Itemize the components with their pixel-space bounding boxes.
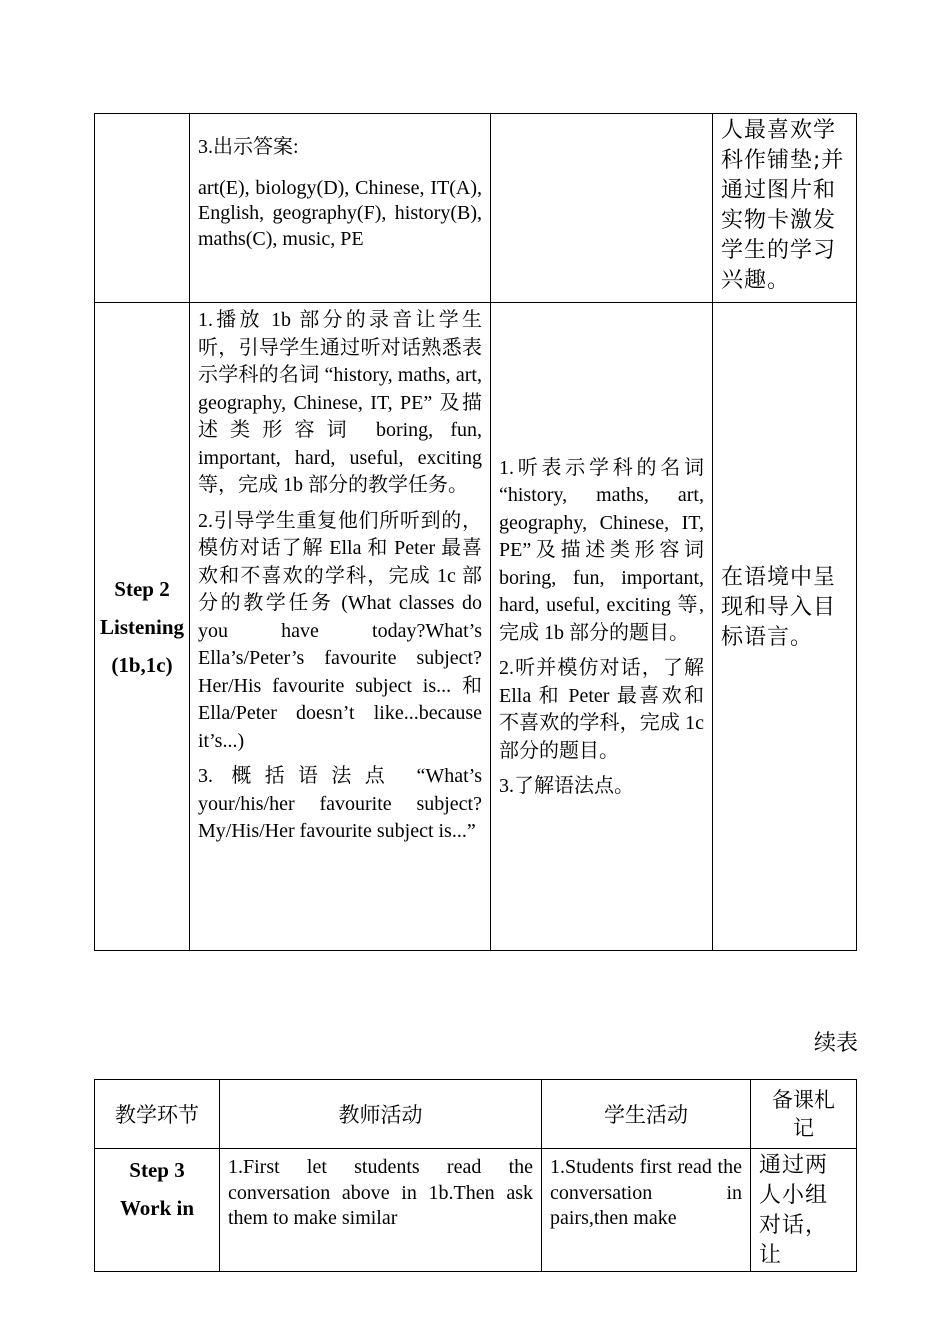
step-cell xyxy=(95,114,190,303)
student-activity-item: 2.听并模仿对话，了解 Ella 和 Peter 最喜欢和不喜欢的学科，完成 1c 部分的题目。 xyxy=(499,657,704,762)
table-row xyxy=(95,303,857,951)
student-activity-cell xyxy=(542,1149,751,1272)
teacher-activity-item: 1.播放 1b 部分的录音让学生听，引导学生通过听对话熟悉表示学科的名词 “history, maths, art, geography, Chinese, IT, PE” 及描述类形容词 boring, fun, important, hard, useful, exciting 等，完成 1b 部分的教学任务。 xyxy=(198,309,482,496)
teacher-activity-cell xyxy=(220,1149,542,1272)
column-header-student: 学生活动 xyxy=(542,1080,751,1149)
step-cell xyxy=(95,1149,220,1272)
lesson-plan-table-part2 xyxy=(94,1079,857,1272)
student-activity-cell xyxy=(491,303,713,951)
teacher-activity-cell xyxy=(190,114,491,303)
continuation-label: 续表 xyxy=(814,1031,859,1056)
teacher-activity-item: 2.引导学生重复他们所听到的，模仿对话了解 Ella 和 Peter 最喜欢和不喜欢的学科，完成 1c 部分的教学任务 (What classes do you have today?What’s Ella’s/Peter’s favourite subject? Her/His favourite subject is... 和 Ella/Peter doesn’t like...because it’s...) xyxy=(198,509,482,752)
table-row xyxy=(95,114,857,303)
student-activity-item: 1.听表示学科的名词 “history, maths, art, geography, Chinese, IT, PE”及描述类形容词 boring, fun, important, hard, useful, exciting 等,完成 1b 部分的题目。 xyxy=(499,456,704,644)
step-title: Listening xyxy=(99,614,185,639)
lesson-plan-table-part1 xyxy=(94,113,857,951)
answer-title: 3.出示答案: xyxy=(198,136,299,158)
table-header-row xyxy=(95,1080,857,1149)
notes-text: 人最喜欢学科作铺垫;并通过图片和实物卡激发学生的学习兴趣。 xyxy=(721,118,845,293)
table-row xyxy=(95,1149,857,1272)
step-number: Step 2 xyxy=(114,576,170,601)
student-activity-item: 3.了解语法点。 xyxy=(499,775,634,797)
step-cell xyxy=(95,303,190,951)
student-activity-cell xyxy=(491,114,713,303)
step-title: Work in xyxy=(119,1196,195,1220)
column-header-notes: 备课札记 xyxy=(751,1080,857,1149)
teacher-activity-item: 3. 概括语法点 “What’s your/his/her favourite subject? My/His/Her favourite subject is...” xyxy=(198,765,482,842)
column-header-teacher: 教师活动 xyxy=(220,1080,542,1149)
student-activity-item: 1.Students first read the conversation in pairs,then make xyxy=(550,1156,742,1229)
notes-cell xyxy=(713,114,857,303)
column-header-step: 教学环节 xyxy=(95,1080,220,1149)
teacher-activity-item: 1.First let students read the conversation above in 1b.Then ask them to make similar xyxy=(228,1156,533,1229)
step-number: Step 3 xyxy=(129,1158,185,1182)
teacher-activity-cell xyxy=(190,303,491,951)
answer-list: art(E), biology(D), Chinese, IT(A), English, geography(F), history(B), maths(C), music, PE xyxy=(198,176,482,250)
notes-text: 在语境中呈现和导入目标语言。 xyxy=(721,564,837,650)
step-subtitle: (1b,1c) xyxy=(111,652,173,677)
notes-cell xyxy=(751,1149,857,1272)
notes-text: 通过两人小组对话，让 xyxy=(759,1153,829,1268)
notes-cell xyxy=(713,303,857,951)
